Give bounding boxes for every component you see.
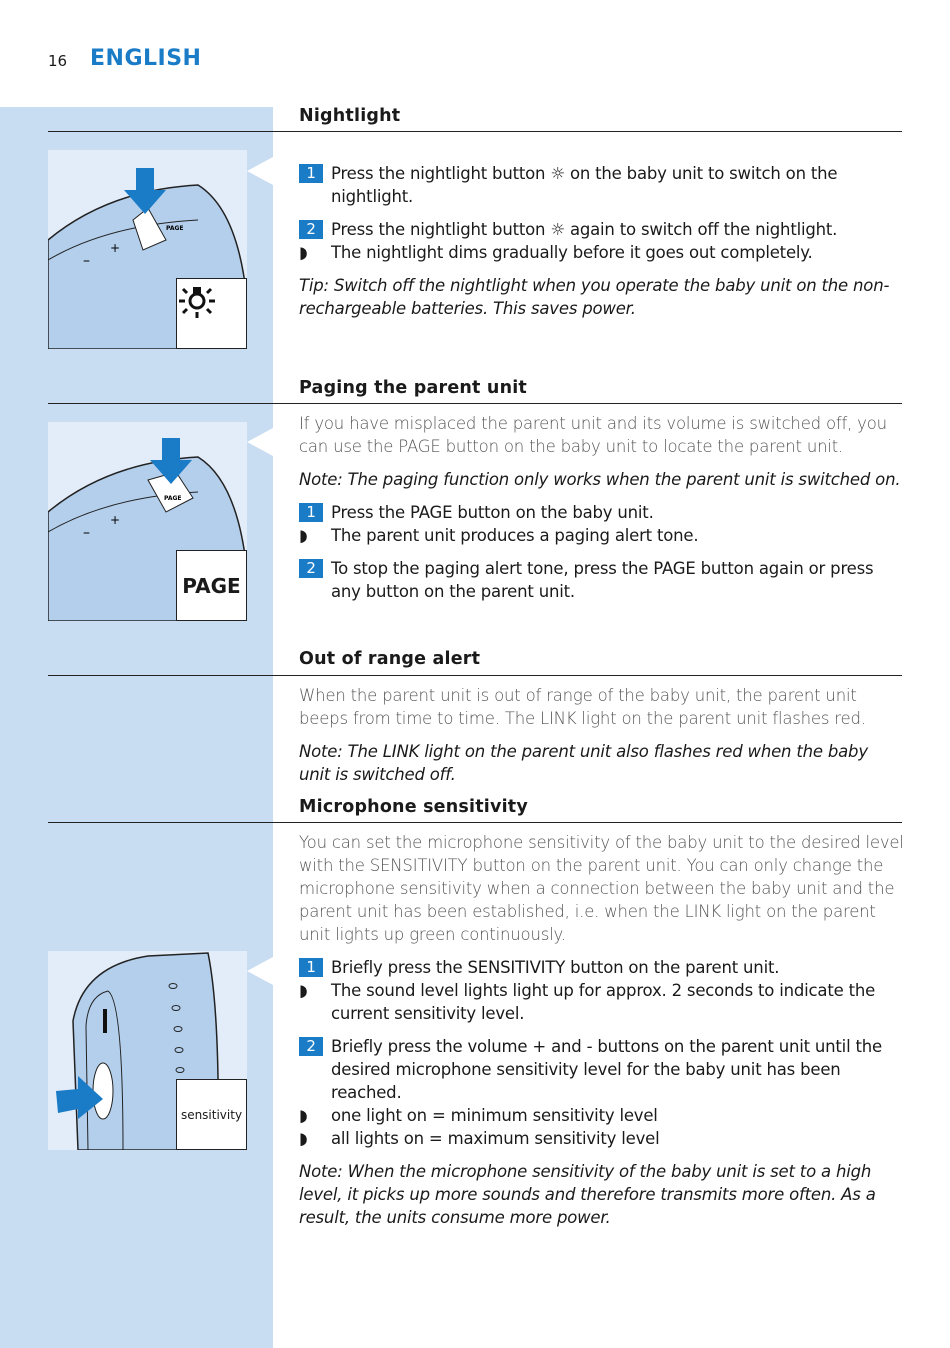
step-number: 2 bbox=[299, 559, 323, 578]
result-bullet-icon: ◗ bbox=[299, 981, 308, 1000]
sensitivity-illustration bbox=[48, 951, 247, 1150]
result-bullet-icon: ◗ bbox=[299, 526, 308, 545]
divider bbox=[48, 131, 902, 132]
result-text: The nightlight dims gradually before it goes out completely. bbox=[331, 243, 813, 262]
step-text: To stop the paging alert tone, press the PAGE button again or press any button on the parent unit. bbox=[331, 559, 874, 601]
bullet-text: all lights on = maximum sensitivity level bbox=[331, 1129, 660, 1148]
svg-text:PAGE: PAGE bbox=[166, 225, 184, 232]
intro-text: You can set the microphone sensitivity of the baby unit to the desired level with the SENSITIVITY button on the parent unit. You can only change the microphone sensitivity when a connection between the baby unit and the parent unit has been established, i.e. when the LINK light on the parent unit lights up green continuously. bbox=[299, 833, 904, 944]
nightlight-content bbox=[299, 162, 904, 330]
mic-content bbox=[299, 831, 904, 1239]
nightlight-illustration bbox=[48, 150, 247, 349]
note-text: Note: The paging function only works when the parent unit is switched on. bbox=[299, 470, 901, 489]
range-content bbox=[299, 684, 904, 796]
step-text: Press the PAGE button on the baby unit. bbox=[331, 503, 654, 522]
step-number: 1 bbox=[299, 164, 323, 183]
pointer bbox=[247, 428, 273, 456]
section-title-mic: Microphone sensitivity bbox=[299, 797, 528, 817]
result-bullet-icon: ◗ bbox=[299, 1106, 308, 1125]
step-number: 2 bbox=[299, 220, 323, 239]
page-number: 16 bbox=[48, 52, 68, 70]
pointer bbox=[247, 957, 273, 985]
divider bbox=[48, 675, 902, 676]
step-text: Briefly press the SENSITIVITY button on the parent unit. bbox=[331, 958, 780, 977]
step-number: 2 bbox=[299, 1037, 323, 1056]
step-text: Briefly press the volume + and - buttons on the parent unit until the desired microphone sensitivity level for the baby unit has been reached. bbox=[331, 1037, 882, 1102]
note-text: Note: The LINK light on the parent unit also flashes red when the baby unit is switched off. bbox=[299, 742, 868, 784]
result-text: The parent unit produces a paging alert tone. bbox=[331, 526, 699, 545]
step-text: Press the nightlight button ☼ on the baby unit to switch on the nightlight. bbox=[331, 164, 838, 206]
svg-text:PAGE: PAGE bbox=[164, 495, 182, 502]
svg-text:+: + bbox=[110, 241, 121, 255]
paging-content bbox=[299, 412, 904, 613]
section-title-nightlight: Nightlight bbox=[299, 106, 401, 126]
bullet-text: one light on = minimum sensitivity level bbox=[331, 1106, 658, 1125]
intro-text: If you have misplaced the parent unit and its volume is switched off, you can use the PAGE button on the baby unit to locate the parent unit. bbox=[299, 414, 887, 456]
sensitivity-callout-label: sensitivity bbox=[176, 1079, 247, 1150]
paging-illustration bbox=[48, 422, 247, 621]
section-title-paging: Paging the parent unit bbox=[299, 378, 527, 398]
result-bullet-icon: ◗ bbox=[299, 1129, 308, 1148]
result-text: The sound level lights light up for approx. 2 seconds to indicate the current sensitivity level. bbox=[331, 981, 876, 1023]
svg-text:–: – bbox=[83, 525, 90, 541]
step-text: Press the nightlight button ☼ again to switch off the nightlight. bbox=[331, 220, 838, 239]
language-heading: ENGLISH bbox=[90, 46, 202, 71]
tip-text: Tip: Switch off the nightlight when you operate the baby unit on the non-rechargeable batteries. This saves power. bbox=[299, 276, 890, 318]
minus-button-label: – bbox=[83, 253, 90, 269]
step-number: 1 bbox=[299, 958, 323, 977]
step-number: 1 bbox=[299, 503, 323, 522]
result-bullet-icon: ◗ bbox=[299, 243, 308, 262]
nightlight-icon bbox=[176, 278, 247, 349]
divider bbox=[48, 403, 902, 404]
divider bbox=[48, 822, 902, 823]
intro-text: When the parent unit is out of range of the baby unit, the parent unit beeps from time to time. The LINK light on the parent unit flashes red. bbox=[299, 686, 866, 728]
note-text: Note: When the microphone sensitivity of the baby unit is set to a high level, it picks up more sounds and therefore transmits more often. As a result, the units consume more power. bbox=[299, 1162, 876, 1227]
pointer bbox=[247, 157, 273, 185]
page-callout-label: PAGE bbox=[176, 550, 247, 621]
svg-text:+: + bbox=[110, 513, 121, 527]
section-title-range: Out of range alert bbox=[299, 649, 481, 669]
